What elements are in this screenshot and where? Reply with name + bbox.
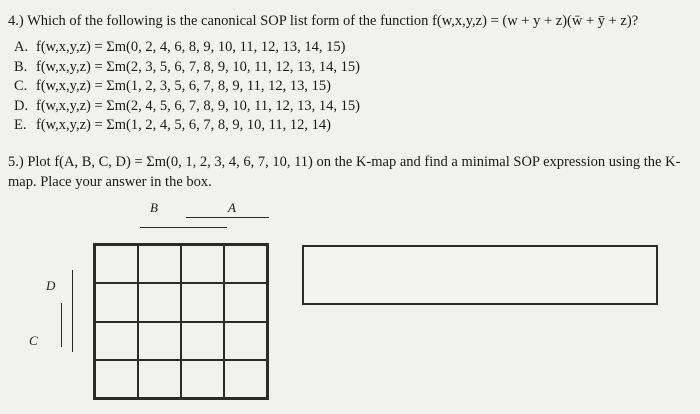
choice-letter: C. bbox=[14, 78, 28, 94]
kmap-cell[interactable] bbox=[224, 360, 267, 398]
kmap-cell[interactable] bbox=[224, 283, 267, 321]
kmap-cell[interactable] bbox=[95, 245, 138, 283]
kmap-cell[interactable] bbox=[95, 283, 138, 321]
answer-box[interactable] bbox=[302, 245, 658, 305]
choice-letter: E. bbox=[14, 117, 27, 133]
choice-b[interactable] bbox=[14, 58, 360, 78]
kmap-cell[interactable] bbox=[224, 322, 267, 360]
kmap-cell[interactable] bbox=[138, 360, 181, 398]
choice-letter: D. bbox=[14, 97, 29, 114]
kmap-cell[interactable] bbox=[181, 283, 224, 321]
question-4-title: 4.) Which of the following is the canonical SOP list form of the function f(w,x,y,z) = (w + y + z)(w̄ + ȳ + z)? bbox=[8, 13, 639, 29]
choice-d[interactable] bbox=[14, 97, 360, 117]
kmap-b-bar bbox=[140, 227, 227, 228]
kmap-label-a: A bbox=[228, 200, 236, 215]
answer-choices bbox=[14, 38, 360, 136]
choice-text: f(w,x,y,z) = Σm(2, 3, 5, 6, 7, 8, 9, 10, 11, 12, 13, 14, 15) bbox=[36, 58, 360, 75]
question-5-text: 5.) Plot f(A, B, C, D) = Σm(0, 1, 2, 3, 4, 6, 7, 10, 11) on the K-map and find a minimal SOP expression using the K-map. Place your answer in the box. bbox=[8, 154, 681, 190]
kmap-cell[interactable] bbox=[181, 245, 224, 283]
choice-text: f(w,x,y,z) = Σm(2, 4, 5, 6, 7, 8, 9, 10, 11, 12, 13, 14, 15) bbox=[36, 97, 360, 114]
choice-c[interactable] bbox=[14, 77, 360, 97]
choice-text: f(w,x,y,z) = Σm(1, 2, 4, 5, 6, 7, 8, 9, 10, 11, 12, 14) bbox=[36, 117, 331, 133]
kmap-d-bar bbox=[72, 270, 73, 352]
choice-letter: A. bbox=[14, 39, 29, 55]
choice-e[interactable] bbox=[14, 116, 360, 136]
kmap-cell[interactable] bbox=[95, 322, 138, 360]
kmap-cell[interactable] bbox=[181, 322, 224, 360]
kmap-a-bar bbox=[186, 217, 269, 218]
kmap-cell[interactable] bbox=[95, 360, 138, 398]
kmap-label-d: D bbox=[46, 278, 56, 293]
kmap-cell[interactable] bbox=[138, 322, 181, 360]
kmap-c-bar bbox=[61, 303, 62, 347]
kmap-cell[interactable] bbox=[181, 360, 224, 398]
choice-a[interactable] bbox=[14, 38, 360, 58]
kmap-label-b: B bbox=[150, 200, 158, 215]
kmap-label-c: C bbox=[29, 333, 38, 348]
choice-text: f(w,x,y,z) = Σm(0, 2, 4, 6, 8, 9, 10, 11, 12, 13, 14, 15) bbox=[36, 39, 346, 55]
kmap-cell[interactable] bbox=[138, 245, 181, 283]
choice-text: f(w,x,y,z) = Σm(1, 2, 3, 5, 6, 7, 8, 9, 11, 12, 13, 15) bbox=[36, 78, 331, 94]
kmap-cell[interactable] bbox=[138, 283, 181, 321]
kmap-grid bbox=[93, 243, 269, 400]
kmap-cell[interactable] bbox=[224, 245, 267, 283]
choice-letter: B. bbox=[14, 58, 28, 75]
